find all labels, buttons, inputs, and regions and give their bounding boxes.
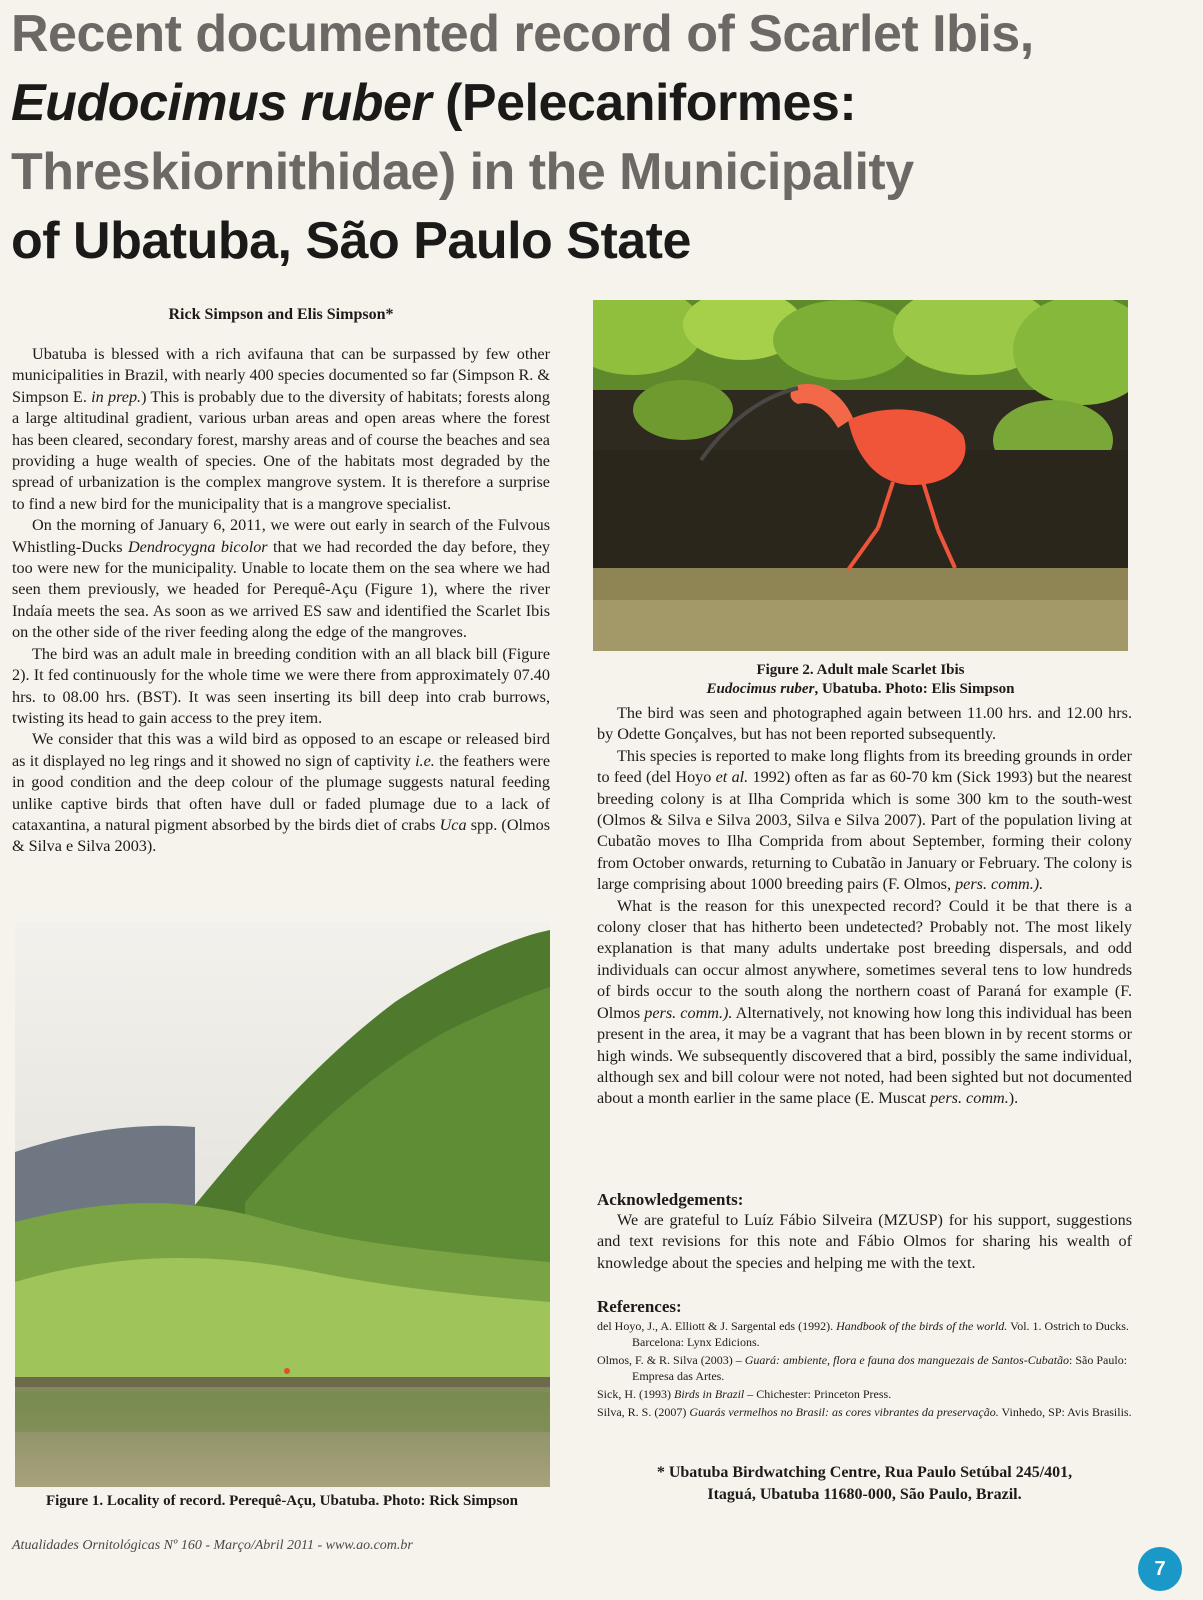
right-column-text [597, 703, 1132, 1110]
reference-item: del Hoyo, J., A. Elliott & J. Sargental eds (1992). Handbook of the birds of the world. Vol. 1. Ostrich to Ducks. Barcelona: Lynx Edicions. [597, 1319, 1129, 1349]
title-line-2 [11, 69, 1196, 138]
affiliation-line-2: Itaguá, Ubatuba 11680-000, São Paulo, Brazil. [707, 1486, 1022, 1503]
title-line-4: of Ubatuba, São Paulo State [11, 212, 691, 270]
references-list [597, 1318, 1135, 1422]
references-heading: References: [597, 1297, 682, 1316]
reference-item: Sick, H. (1993) Birds in Brazil – Chichester: Princeton Press. [597, 1387, 892, 1401]
paragraph-morning: On the morning of January 6, 2011, we were out early in search of the Fulvous Whistling-Ducks Dendrocygna bicolor that we had recorded the day before, they too were new for the municipality. Unable to locate them on the sea where we had seen them previously, we headed for Perequê-Açu (Figure 1), where the river Indaía meets the sea. As soon as we arrived ES saw and identified the Scarlet Ibis on the other side of the river feeding along the edge of the mangroves. [12, 516, 550, 642]
author-byline: Rick Simpson and Elis Simpson* [168, 306, 394, 323]
figure-1-caption: Figure 1. Locality of record. Perequê-Açu, Ubatuba. Photo: Rick Simpson [45, 1493, 519, 1509]
reference-item: Silva, R. S. (2007) Guarás vermelhos no Brasil: as cores vibrantes da preservação. Vinhedo, SP: Avis Brasilis. [597, 1405, 1132, 1419]
reference-item: Olmos, F. & R. Silva (2003) – Guará: ambiente, flora e fauna dos manguezais de Santos-Cubatão: São Paulo: Empresa das Artes. [597, 1353, 1128, 1383]
figure-2-caption [593, 661, 1128, 699]
scarlet-ibis-photo [593, 300, 1128, 651]
journal-footer: Atualidades Ornitológicas Nº 160 - Março/Abril 2011 - www.ao.com.br [12, 1538, 413, 1553]
left-column-text [12, 344, 550, 858]
title-line-3: Threskiornithidae) in the Municipality [11, 143, 914, 201]
figure-2-caption-line-2: Eudocimus ruber, Ubatuba. Photo: Elis Simpson [706, 681, 1015, 697]
paragraph-wild-bird: We consider that this was a wild bird as opposed to an escape or released bird as it displayed no leg rings and it showed no sign of captivity i.e. the feathers were in good condition and the deep colour of the plumage suggests natural feeding unlike captive birds that often have dull or faded plumage due to a lack of cataxantina, a natural pigment absorbed by the birds diet of crabs Uca spp. (Olmos & Silva e Silva 2003). [12, 730, 551, 856]
mangrove-locality-photo [15, 922, 550, 1487]
acknowledgements-heading: Acknowledgements: [597, 1190, 744, 1209]
article-title [11, 0, 1196, 276]
author-affiliation [597, 1462, 1132, 1506]
affiliation-line-1: * Ubatuba Birdwatching Centre, Rua Paulo Setúbal 245/401, [656, 1464, 1073, 1481]
figure-2-caption-line-1: Figure 2. Adult male Scarlet Ibis [756, 662, 965, 678]
paragraph-reason: What is the reason for this unexpected record? Could it be that there is a colony closer that has hitherto been undetected? Probably not. The most likely explanation is that many adults undertake post breeding dispersals, and odd individuals can occur almost anywhere, sometimes several tens to low hundreds of birds occur to the south along the northern coast of Paraná for example (F. Olmos pers. comm.). Alternatively, not knowing how long this individual has been present in the area, it may be a vagrant that has been blown in by recent storms or high winds. We subsequently discovered that a bird, possibly the same individual, although sex and bill colour were not noted, had been sighted but not documented about a month earlier in the same place (E. Muscat pers. comm.). [597, 896, 1132, 1108]
paragraph-intro: Ubatuba is blessed with a rich avifauna that can be surpassed by few other municipalities in Brazil, with nearly 400 species documented so far (Simpson R. & Simpson E. in prep.) This is probably due to the diversity of habitats; forests along a large altitudinal gradient, various urban areas and open areas where the forest has been cleared, secondary forest, marshy areas and of course the beaches and sea providing a huge wealth of species. One of the habitats most degraded by the spread of urbanization is the complex mangrove system. It is therefore a surprise to find a new bird for the municipality that is a mangrove specialist. [12, 345, 550, 513]
acknowledgements-text: We are grateful to Luíz Fábio Silveira (MZUSP) for his support, suggestions and text revisions for this note and Fábio Olmos for sharing his wealth of knowledge about the species and helping me with the text. [597, 1211, 1132, 1272]
title-line-2-rest: (Pelecaniformes: [431, 74, 857, 132]
page-number-badge: 7 [1138, 1547, 1182, 1591]
title-species-name: Eudocimus ruber [11, 74, 432, 132]
paragraph-seen-again: The bird was seen and photographed again between 11.00 hrs. and 12.00 hrs. by Odette Gonçalves, but has not been reported subsequently. [597, 704, 1132, 744]
paragraph-long-flights: This species is reported to make long flights from its breeding grounds in order to feed (del Hoyo et al. 1992) often as far as 60-70 km (Sick 1993) but the nearest breeding colony is at Ilha Comprida which is some 300 km to the south-west (Olmos & Silva e Silva 2003, Silva e Silva 2007). Part of the population living at Cubatão moves to Ilha Comprida from about September, forming their colony from October onwards, returning to Cubatão in January or February. The colony is large comprising about 1000 breeding pairs (F. Olmos, pers. comm.). [597, 746, 1132, 894]
paragraph-description: The bird was an adult male in breeding condition with an all black bill (Figure 2). It fed continuously for the whole time we were there from approximately 07.40 hrs. to 08.00 hrs. (BST). It was seen inserting its bill deep into crab burrows, twisting its head to gain access to the prey item. [12, 644, 550, 727]
title-line-1: Recent documented record of Scarlet Ibis, [11, 5, 1034, 63]
